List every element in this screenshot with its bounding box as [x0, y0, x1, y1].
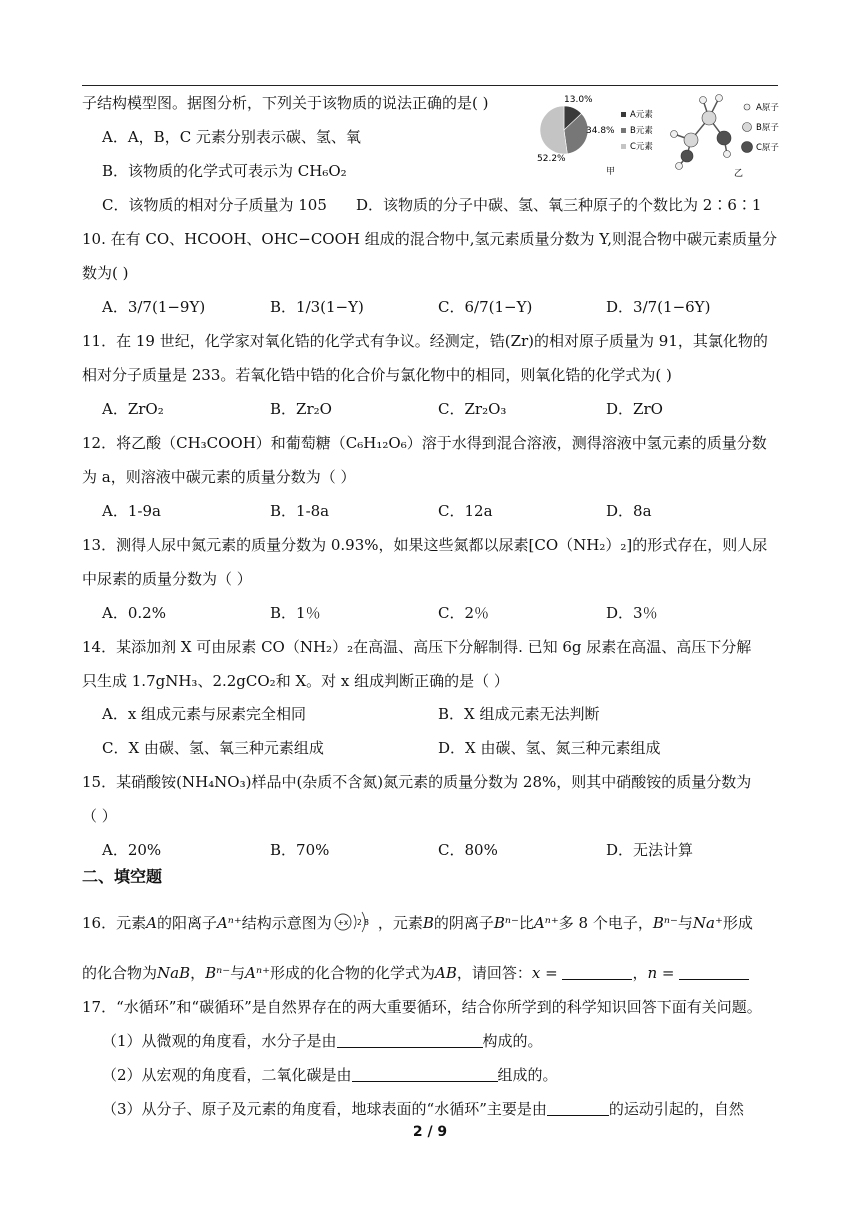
page-number: 2 / 9	[412, 1124, 448, 1140]
legend-swatch-b	[621, 128, 626, 133]
pie-caption: 甲	[606, 167, 616, 177]
q16-line2: 的化合物为NaB，Bⁿ⁻与Aⁿ⁺形成的化合物的化学式为AB，请回答：x = ，n =	[82, 962, 749, 984]
q13-option-c: C．2％	[438, 604, 490, 622]
q15-option-b: B．70%	[270, 841, 330, 859]
q14-option-d: D．X 由碳、氢、氮三种元素组成	[438, 739, 661, 757]
q13-option-b: B．1％	[270, 604, 321, 622]
legend-swatch-a	[621, 112, 626, 117]
ion-structure-diagram	[332, 910, 378, 934]
molecule-caption: 乙	[734, 169, 744, 179]
q10-line2: 数为( )	[82, 264, 129, 282]
q11-option-b: B．Zr₂O	[270, 400, 332, 418]
legend-atom-a	[744, 104, 750, 110]
q15-option-c: C．80%	[438, 841, 498, 859]
q10-option-b: B．1/3(1−Y)	[270, 298, 364, 316]
legend-c: C元素	[630, 142, 653, 152]
answer-blank-3[interactable]	[547, 1099, 609, 1116]
legend-swatch-c	[621, 144, 626, 149]
q11-option-c: C．Zr₂O₃	[438, 400, 507, 418]
q11-line1: 11．在 19 世纪，化学家对氧化锆的化学式有争议。经测定，锆(Zr)的相对原子质量为 91，其氯化物的	[82, 332, 768, 350]
atom-legend-a: A原子	[756, 103, 779, 113]
atom-legend-b: B原子	[756, 123, 779, 133]
q9-option-a: A．A，B，C 元素分别表示碳、氢、氧	[102, 128, 361, 146]
q13-line1: 13．测得人尿中氮元素的质量分数为 0.93%，如果这些氮都以尿素[CO（NH₂）₂]的形式存在，则人尿	[82, 536, 768, 554]
legend-atom-b	[743, 123, 752, 132]
q15-option-a: A．20%	[102, 841, 162, 859]
legend-atom-c	[742, 142, 753, 153]
q14-option-c: C．X 由碳、氢、氧三种元素组成	[102, 739, 324, 757]
q9-option-d: D．该物质的分子中碳、氢、氧三种原子的个数比为 2∶6∶1	[356, 196, 762, 214]
q13-option-a: A．0.2%	[102, 604, 166, 622]
q11-option-d: D．ZrO	[606, 400, 663, 418]
atom-legend-c: C原子	[756, 143, 779, 153]
q10-option-a: A．3/7(1−9Y)	[102, 298, 206, 316]
q15-option-d: D．无法计算	[606, 841, 694, 859]
q17-part1: （1）从微观的角度看，水分子是由 构成的。	[102, 1032, 543, 1050]
q17-part2: （2）从宏观的角度看，二氧化碳是由 组成的。	[102, 1066, 558, 1084]
q16-line1: 16．元素A的阳离子Aⁿ⁺结构示意图为 +x 2 8 ，元素B的阴离子Bⁿ⁻比Aⁿ⁺多 8 个电子，Bⁿ⁻与Na⁺形成	[82, 910, 753, 934]
q14-option-b: B．X 组成元素无法判断	[438, 705, 600, 723]
q17-line1: 17．“水循环”和“碳循环”是自然界存在的两大重要循环，结合你所学到的科学知识回答下面有关问题。	[82, 998, 762, 1016]
pie-label-b: 34.8%	[586, 126, 615, 136]
ion-nucleus-label: +x	[337, 918, 349, 927]
q12-option-b: B．1-8a	[270, 502, 330, 520]
q9-option-c: C．该物质的相对分子质量为 105	[102, 196, 327, 214]
q12-option-d: D．8a	[606, 502, 652, 520]
pie-label-a: 13.0%	[564, 95, 593, 105]
composition-figure	[534, 92, 784, 182]
pie-label-c: 52.2%	[537, 154, 566, 164]
answer-blank-2[interactable]	[352, 1065, 498, 1082]
q14-line1: 14．某添加剂 X 可由尿素 CO（NH₂）₂在高温、高压下分解制得. 已知 6g 尿素在高温、高压下分解	[82, 638, 752, 656]
section-heading: 二、填空题	[82, 867, 163, 886]
legend-b: B元素	[630, 126, 653, 136]
molecule-atoms	[671, 95, 732, 170]
q14-option-a: A．x 组成元素与尿素完全相同	[102, 705, 307, 723]
pie-chart	[540, 106, 588, 154]
q12-line2: 为 a，则溶液中碳元素的质量分数为（ ）	[82, 468, 356, 486]
q9-stem: 子结构模型图。据图分析，下列关于该物质的说法正确的是( )	[82, 94, 489, 112]
q13-option-d: D．3％	[606, 604, 658, 622]
q11-option-a: A．ZrO₂	[102, 400, 164, 418]
ion-shell-label: 2 8	[356, 918, 369, 927]
q15-line2: （ ）	[82, 807, 117, 825]
q14-line2: 只生成 1.7gNH₃、2.2gCO₂和 X。对 x 组成判断正确的是（ ）	[82, 672, 509, 690]
answer-blank-1[interactable]	[337, 1031, 483, 1048]
q12-line1: 12．将乙酸（CH₃COOH）和葡萄糖（C₆H₁₂O₆）溶于水得到混合溶液，测得溶液中氢元素的质量分数	[82, 434, 767, 452]
q13-line2: 中尿素的质量分数为（ ）	[82, 570, 252, 588]
q9-option-b: B．该物质的化学式可表示为 CH₆O₂	[102, 162, 347, 180]
header-rule	[82, 85, 778, 86]
pie-slice-c	[540, 106, 567, 154]
q10-option-c: C．6/7(1−Y)	[438, 298, 533, 316]
answer-blank-x[interactable]	[562, 963, 632, 980]
q11-line2: 相对分子质量是 233。若氧化锆中锆的化合价与氯化物中的相同，则氧化锆的化学式为( )	[82, 366, 672, 384]
legend-a: A元素	[630, 110, 653, 120]
answer-blank-n[interactable]	[679, 963, 749, 980]
q12-option-c: C．12a	[438, 502, 493, 520]
q17-part3: （3）从分子、原子及元素的角度看，地球表面的“水循环”主要是由 的运动引起的，自然	[102, 1100, 744, 1118]
q15-line1: 15．某硝酸铵(NH₄NO₃)样品中(杂质不含氮)氮元素的质量分数为 28%，则其中硝酸铵的质量分数为	[82, 773, 752, 791]
q10-line1: 10. 在有 CO、HCOOH、OHC−COOH 组成的混合物中,氢元素质量分数为 Y,则混合物中碳元素质量分	[82, 230, 778, 248]
q12-option-a: A．1-9a	[102, 502, 161, 520]
q10-option-d: D．3/7(1−6Y)	[606, 298, 711, 316]
